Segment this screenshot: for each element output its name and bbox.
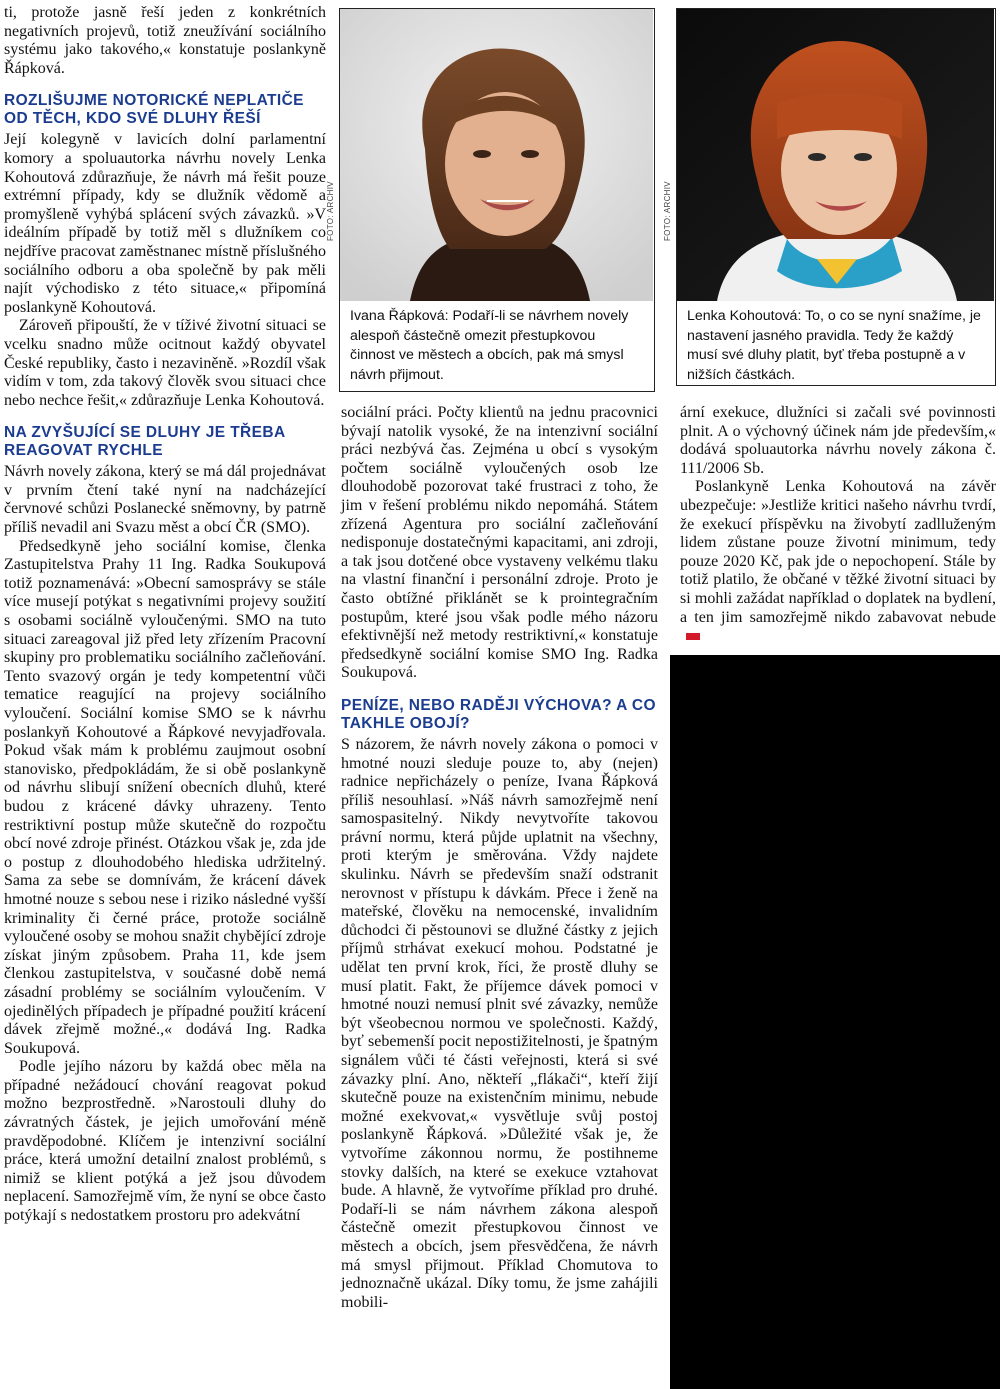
column1-paragraph: Návrh novely zákona, který se má dál projednávat v prvním čtení také nyní na nadcházející červnové schůzi Poslanecké sněmovny, by patrně příliš nevadil ani Svazu měst a obcí ČR (SMO). bbox=[4, 463, 326, 537]
article-column-1 bbox=[4, 4, 326, 1226]
article-column-2 bbox=[341, 404, 658, 1312]
column1-intro: ti, protože jasně řeší jeden z konkrétních negativních projevů, totiž zneužívání sociálního systému jako takového,« konstatuje poslankyně Řápková. bbox=[4, 4, 326, 77]
photo-credit: FOTO: ARCHIV bbox=[663, 181, 672, 241]
photo-box-rapkova bbox=[326, 8, 655, 392]
section-heading-3: PENÍZE, NEBO RADĚJI VÝCHOVA? A CO TAKHLE OBOJÍ? bbox=[341, 696, 656, 732]
portrait-photo-kohoutova bbox=[677, 9, 995, 301]
photo-caption-kohoutova: Lenka Kohoutová: To, o co se nyní snažíme, je nastavení jasného pravidla. Tedy že každý musí své dluhy platit, byť třeba postupně a v nižších částkách. bbox=[687, 308, 981, 383]
end-of-article-mark bbox=[686, 633, 700, 640]
portrait-photo-rapkova bbox=[340, 9, 654, 301]
column2-paragraph: sociální práci. Počty klientů na jednu pracovnici bývají natolik vysoké, že na intenzivní sociální práci nezbývá čas. Zejména u obcí s vysokým počtem sociálně vyloučených osob lze dlouhodobě pozorovat také frustraci z toho, že jim v řešení problému nikdo nepomáhá. Státem zřízená Agentura pro sociální začleňování nedisponuje dostatečnými kapacitami, ani zdroji, a tak jsou dotčené obce vystaveny velkému tlaku na vlastní finanční i personální zdroje. Proto je často obtížné přiklánět se k prointegračním postupům, které jsou však podle mého názoru efektivnější než metody restriktivní,« konstatuje předsedkyně sociální komise SMO Ing. Radka Soukupová. bbox=[341, 404, 658, 682]
photo-caption-rapkova: Ivana Řápková: Podaří-li se návrhem novely alespoň částečně omezit přestupkovou činnost ve městech a obcích, pak má smysl návrh přijmout. bbox=[350, 308, 629, 383]
portrait-image bbox=[340, 9, 653, 301]
column1-paragraph: Předsedkyně jeho sociální komise, členka Zastupitelstva Prahy 11 Ing. Radka Soukupová totiž poznamenává: »Obecní samosprávy se stále více musejí potýkat s negativními projevy soužití s osobami sociálně vyloučenými. SMO na tuto situaci zareagoval již před lety zřízením Pracovní skupiny pro problematiku sociálního začleňování. Tento svazový orgán je tedy kompetentní vůči tematice reagující na projevy sociálního vyloučení. Sociální komise SMO se k návrhu poslankyň Kohoutové a Řápkové nevyjadřovala. Pokud však mám k problému zaujmout osobní stanovisko, předpokládám, že si obě poslankyně od návrhu slibují snížení obecních dluhů, které budou z krácené dávky uhrazeny. Tento restriktivní postup může skutečně do rozpočtu obcí nové zdroje přinést. Otázkou však je, zda jde o postup z dlouhodobého hlediska udržitelný. Sama za sebe se domnívám, že krácení dávek hmotné nouze s sebou nese i riziko následné vyšší kriminality či černé práce, protože sociálně vyloučené osoby se mohou snažit chybějící zdroje získat jiným způsobem. Praha 11, kde jsem členkou zastupitelstva, v současné době nemá zásadní problémy se sociálním vyloučením. V ojedinělých případech je případné použití krácení dávek zřejmě možné.,« dodává Ing. Radka Soukupová. bbox=[4, 537, 326, 1057]
portrait-image bbox=[677, 9, 994, 301]
column1-paragraph: Zároveň připouští, že v tíživé životní situaci se vcelku snadno může ocitnout každý obyvatel České republiky, často i nezaviněně. »Rozdíl však vidím v tom, zda takový člověk svou situaci chce nebo nechce řešit,« zdůrazňuje Lenka Kohoutová. bbox=[4, 317, 326, 409]
photo-credit: FOTO: ARCHIV bbox=[326, 181, 335, 241]
photo-box-kohoutova bbox=[663, 8, 996, 386]
column3-paragraph bbox=[680, 478, 996, 645]
black-blank-area bbox=[670, 655, 1000, 1389]
column1-paragraph: Podle jejího názoru by každá obec měla na případné nežádoucí chování reagovat pokud možno bezprostředně. »Narostouli dluhy do závratných částek, je jejich umořování méně pravděpodobné. Klíčem je intenzivní sociální práce, která umožní detailní znalost problémů, s nimiž se klient potýká a jež jsou důvodem neplacení. Samozřejmě vím, že nyní se obce často potýkají s nedostatkem prostoru pro adekvátní bbox=[4, 1058, 326, 1225]
section-heading-1: ROZLIŠUJME NOTORICKÉ NEPLATIČE OD TĚCH, KDO SVÉ DLUHY ŘEŠÍ bbox=[4, 92, 304, 128]
section-heading-2: NA ZVYŠUJÍCÍ SE DLUHY JE TŘEBA REAGOVAT RYCHLE bbox=[4, 424, 286, 460]
column2-paragraph: S názorem, že návrh novely zákona o pomoci v hmotné nouzi sleduje pouze to, aby (nejen) radnice nepřicházely o peníze, Ivana Řápková příliš nesouhlasí. »Náš návrh samozřejmě není samospasitelný. Nikdy nevytvoříte takovou právní normu, která půjde uplatnit na všechny, proti kterým je směrována. Vždy najdete skulinku. Návrh se především snaží odstranit nerovnost v přístupu k dávkám. Přece i ženě na mateřské, člověku na nemocenské, invalidním důchodci či pěstounovi se dlužné částky z jejich příjmů strhávat exekucí mohou. Podstatné je udělat ten první krok, říci, že prostě dluhy se musí platit. Fakt, že příjemce dávek pomoci v hmotné nouzi nemusí plnit své závazky, nemůže být všeobecnou normou ve společnosti. Každý, byť sebemenší pocit nepostižitelnosti, je špatným signálem vůči té části veřejnosti, která si své závazky plní. Ano, někteří „flákači“, kteří žijí skutečně pouze na existenčním minimu, nebude možné exekvovat,« vysvětluje svůj postoj poslankyně Řápková. »Důležité však je, že vytvoříme zákonnou normu, že postihneme stovky dalších, na které se exekuce vztahovat bude. A hlavně, že vytvoříme příklad pro druhé. Podaří-li se nám návrhem zákona alespoň částečně omezit přestupkovou činnost ve městech a obcích, jsem přesvědčena, že návrh má smysl přijmout. Příklad Chomutova to jednoznačně ukázal. Díky tomu, že jsme zahájili mobili- bbox=[341, 735, 658, 1311]
column1-paragraph: Její kolegyně v lavicích dolní parlamentní komory a spoluautorka návrhu novely Lenka Kohoutová zdůrazňuje, že návrh má řešit pouze extrémní případy, kdy se dlužník vědomě a promyšleně vyhýbá splácení svých závazků. »V ideálním případě by totiž měl s dlužníkem co nejdříve pracovat zaměstnanec místně příslušného sociálního odboru a oba společně by pak měli najít východisko z této situace,« připomíná poslankyně Kohoutová. bbox=[4, 131, 326, 316]
column3-paragraph: ární exekuce, dlužníci si začali své povinnosti plnit. A o výchovný účinek nám jde především,« dodává spoluautorka návrhu novely zákona č. 111/2006 Sb. bbox=[680, 404, 996, 477]
article-column-3 bbox=[680, 404, 996, 646]
column3-final-text: Poslankyně Lenka Kohoutová na závěr ubezpečuje: »Jestliže kritici našeho návrhu tvrdí, že exekucí příspěvku na živobytí zadlluženým lidem zůstane pouze životní minimum, tedy pouze 2020 Kč, pak jde o nepochopení. Stále by totiž platilo, že občané v těžké životní situaci by si mohli zažádat například o doplatek na bydlení, a ten jim samozřejmě nikdo zabavovat nebude bbox=[680, 478, 996, 626]
